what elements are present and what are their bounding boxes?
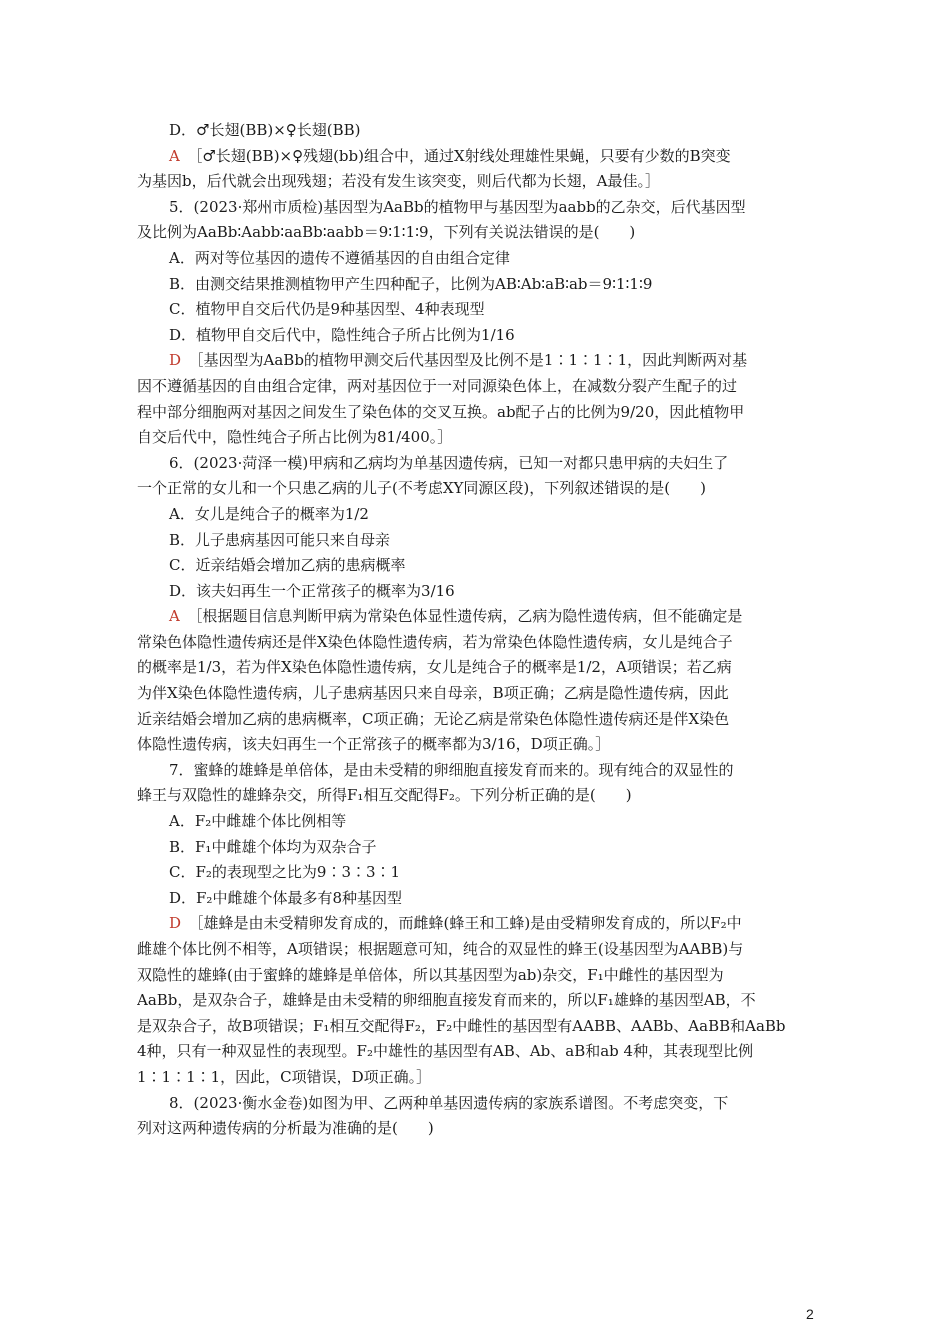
answer-block: [137, 911, 815, 1090]
line-text: D．F₂中雌雄个体最多有8种基因型: [169, 888, 402, 907]
answer-line: [137, 425, 815, 451]
line-text: 及比例为AaBb∶Aabb∶aaBb∶aabb＝9∶1∶1∶9，下列有关说法错误的是( ): [137, 223, 636, 242]
question-line: [137, 783, 815, 809]
answer-line: [137, 374, 815, 400]
line-text: C．近亲结婚会增加乙病的患病概率: [169, 556, 406, 575]
line-text: 的概率是1/3，若为伴X染色体隐性遗传病，女儿是纯合子的概率是1/2，A项错误；若乙病: [137, 658, 732, 677]
line-text: 4种，只有一种双显性的表现型。F₂中雄性的基因型有AB、Ab、aB和ab 4种，其表现型比例: [137, 1042, 754, 1061]
option-block: [137, 809, 815, 835]
answer-line: [137, 348, 815, 374]
option-block: [137, 528, 815, 554]
line-text: B．儿子患病基因可能只来自母亲: [169, 530, 391, 549]
answer-letter: D: [169, 914, 182, 933]
line-text: 6．(2023·菏泽一模)甲病和乙病均为单基因遗传病，已知一对都只患甲病的夫妇生了: [169, 453, 729, 472]
line-text: 蜂王与双隐性的雄蜂杂交，所得F₁相互交配得F₂。下列分析正确的是( ): [137, 786, 632, 805]
answer-letter: D: [169, 351, 182, 370]
question-line: [137, 195, 815, 221]
question-line: [137, 1091, 815, 1117]
line-text: C．植物甲自交后代仍是9种基因型、4种表现型: [169, 300, 485, 319]
option-line: [137, 118, 815, 144]
question-line: [137, 758, 815, 784]
line-text: 常染色体隐性遗传病还是伴X染色体隐性遗传病，若为常染色体隐性遗传病，女儿是纯合子: [137, 632, 733, 651]
option-block: [137, 579, 815, 605]
line-text: 1∶1∶1∶1，因此，C项错误，D项正确。］: [137, 1067, 432, 1086]
option-block: [137, 502, 815, 528]
option-line: [137, 246, 815, 272]
line-text: 是双杂合子，故B项错误；F₁相互交配得F₂，F₂中雌性的基因型有AABB、AABb、AaBB和AaBb: [137, 1016, 786, 1035]
answer-line: [137, 630, 815, 656]
option-line: [137, 323, 815, 349]
document-body: [137, 118, 815, 1142]
line-text: D．♂长翅(BB)×♀长翅(BB): [169, 121, 361, 139]
question-line: [137, 220, 815, 246]
question-block: [137, 1091, 815, 1142]
answer-line: [137, 937, 815, 963]
line-text: ［基因型为AaBb的植物甲测交后代基因型及比例不是1∶1∶1∶1，因此判断两对基: [188, 351, 748, 370]
line-text: ［♂长翅(BB)×♀残翅(bb)组合中，通过X射线处理雄性果蝇，只要有少数的B突变: [187, 146, 731, 165]
option-block: [137, 886, 815, 912]
question-block: [137, 451, 815, 502]
answer-line: [137, 681, 815, 707]
line-text: 因不遵循基因的自由组合定律，两对基因位于一对同源染色体上，在减数分裂产生配子的过: [137, 376, 738, 395]
option-line: [137, 886, 815, 912]
answer-line: [137, 1039, 815, 1065]
line-text: A．两对等位基因的遗传不遵循基因的自由组合定律: [169, 248, 510, 267]
option-line: [137, 809, 815, 835]
answer-line: [137, 732, 815, 758]
line-text: 雌雄个体比例不相等，A项错误；根据题意可知，纯合的双显性的蜂王(设基因型为AABB)与: [137, 940, 744, 958]
answer-line: [137, 169, 815, 195]
line-text: 程中部分细胞两对基因之间发生了染色体的交叉互换。ab配子占的比例为9/20，因此植物甲: [137, 402, 745, 421]
question-line: [137, 1116, 815, 1142]
answer-block: [137, 604, 815, 758]
line-text: 自交后代中，隐性纯合子所占比例为81/400。］: [137, 428, 453, 447]
option-block: [137, 835, 815, 861]
answer-line: [137, 707, 815, 733]
line-text: D．该夫妇再生一个正常孩子的概率为3/16: [169, 581, 455, 600]
answer-letter: A: [169, 607, 180, 626]
answer-letter: A: [169, 146, 180, 165]
line-text: A．F₂中雌雄个体比例相等: [169, 812, 347, 831]
answer-block: [137, 144, 815, 195]
option-block: [137, 323, 815, 349]
line-text: D．植物甲自交后代中，隐性纯合子所占比例为1/16: [169, 325, 515, 344]
option-line: [137, 297, 815, 323]
line-text: AaBb，是双杂合子，雄蜂是由未受精的卵细胞直接发育而来的，所以F₁雄蜂的基因型AB，不: [137, 991, 756, 1010]
line-text: A．女儿是纯合子的概率为1/2: [169, 504, 369, 523]
question-line: [137, 476, 815, 502]
line-text: 体隐性遗传病，该夫妇再生一个正常孩子的概率都为3/16，D项正确。］: [137, 735, 611, 754]
line-text: 8．(2023·衡水金卷)如图为甲、乙两种单基因遗传病的家族系谱图。不考虑突变，下: [169, 1093, 729, 1112]
option-block: [137, 118, 815, 144]
line-text: B．由测交结果推测植物甲产生四种配子，比例为AB∶Ab∶aB∶ab＝9∶1∶1∶9: [169, 274, 653, 293]
option-line: [137, 835, 815, 861]
line-text: B．F₁中雌雄个体均为双杂合子: [169, 837, 377, 856]
answer-line: [137, 604, 815, 630]
line-text: ［雄蜂是由未受精卵发育成的，而雌蜂(蜂王和工蜂)是由受精卵发育成的，所以F₂中: [188, 914, 742, 933]
line-text: C．F₂的表现型之比为9∶3∶3∶1: [169, 863, 401, 882]
question-block: [137, 195, 815, 246]
option-line: [137, 272, 815, 298]
line-text: 为基因b，后代就会出现残翅；若没有发生该突变，则后代都为长翅，A最佳。］: [137, 172, 660, 191]
answer-line: [137, 400, 815, 426]
question-block: [137, 758, 815, 809]
option-line: [137, 860, 815, 886]
answer-line: [137, 1014, 815, 1040]
line-text: 7．蜜蜂的雄蜂是单倍体，是由未受精的卵细胞直接发育而来的。现有纯合的双显性的: [169, 760, 734, 779]
option-block: [137, 272, 815, 298]
option-block: [137, 246, 815, 272]
line-text: 5．(2023·郑州市质检)基因型为AaBb的植物甲与基因型为aabb的乙杂交，后代基因型: [169, 197, 746, 216]
line-text: 近亲结婚会增加乙病的患病概率，C项正确；无论乙病是常染色体隐性遗传病还是伴X染色: [137, 709, 730, 728]
answer-block: [137, 348, 815, 450]
answer-line: [137, 963, 815, 989]
answer-line: [137, 655, 815, 681]
line-text: ［根据题目信息判断甲病为常染色体显性遗传病，乙病为隐性遗传病，但不能确定是: [187, 607, 743, 626]
page-number: 2: [806, 1306, 814, 1322]
answer-line: [137, 144, 815, 170]
option-line: [137, 528, 815, 554]
option-block: [137, 297, 815, 323]
answer-line: [137, 988, 815, 1014]
option-line: [137, 579, 815, 605]
option-line: [137, 553, 815, 579]
answer-line: [137, 1065, 815, 1091]
option-line: [137, 502, 815, 528]
option-block: [137, 553, 815, 579]
line-text: 为伴X染色体隐性遗传病，儿子患病基因只来自母亲，B项正确；乙病是隐性遗传病，因此: [137, 684, 729, 703]
line-text: 列对这两种遗传病的分析最为准确的是( ): [137, 1119, 434, 1138]
option-block: [137, 860, 815, 886]
question-line: [137, 451, 815, 477]
answer-line: [137, 911, 815, 937]
line-text: 双隐性的雄蜂(由于蜜蜂的雄蜂是单倍体，所以其基因型为ab)杂交，F₁中雌性的基因型为: [137, 965, 724, 984]
line-text: 一个正常的女儿和一个只患乙病的儿子(不考虑XY同源区段)，下列叙述错误的是( ): [137, 479, 706, 498]
